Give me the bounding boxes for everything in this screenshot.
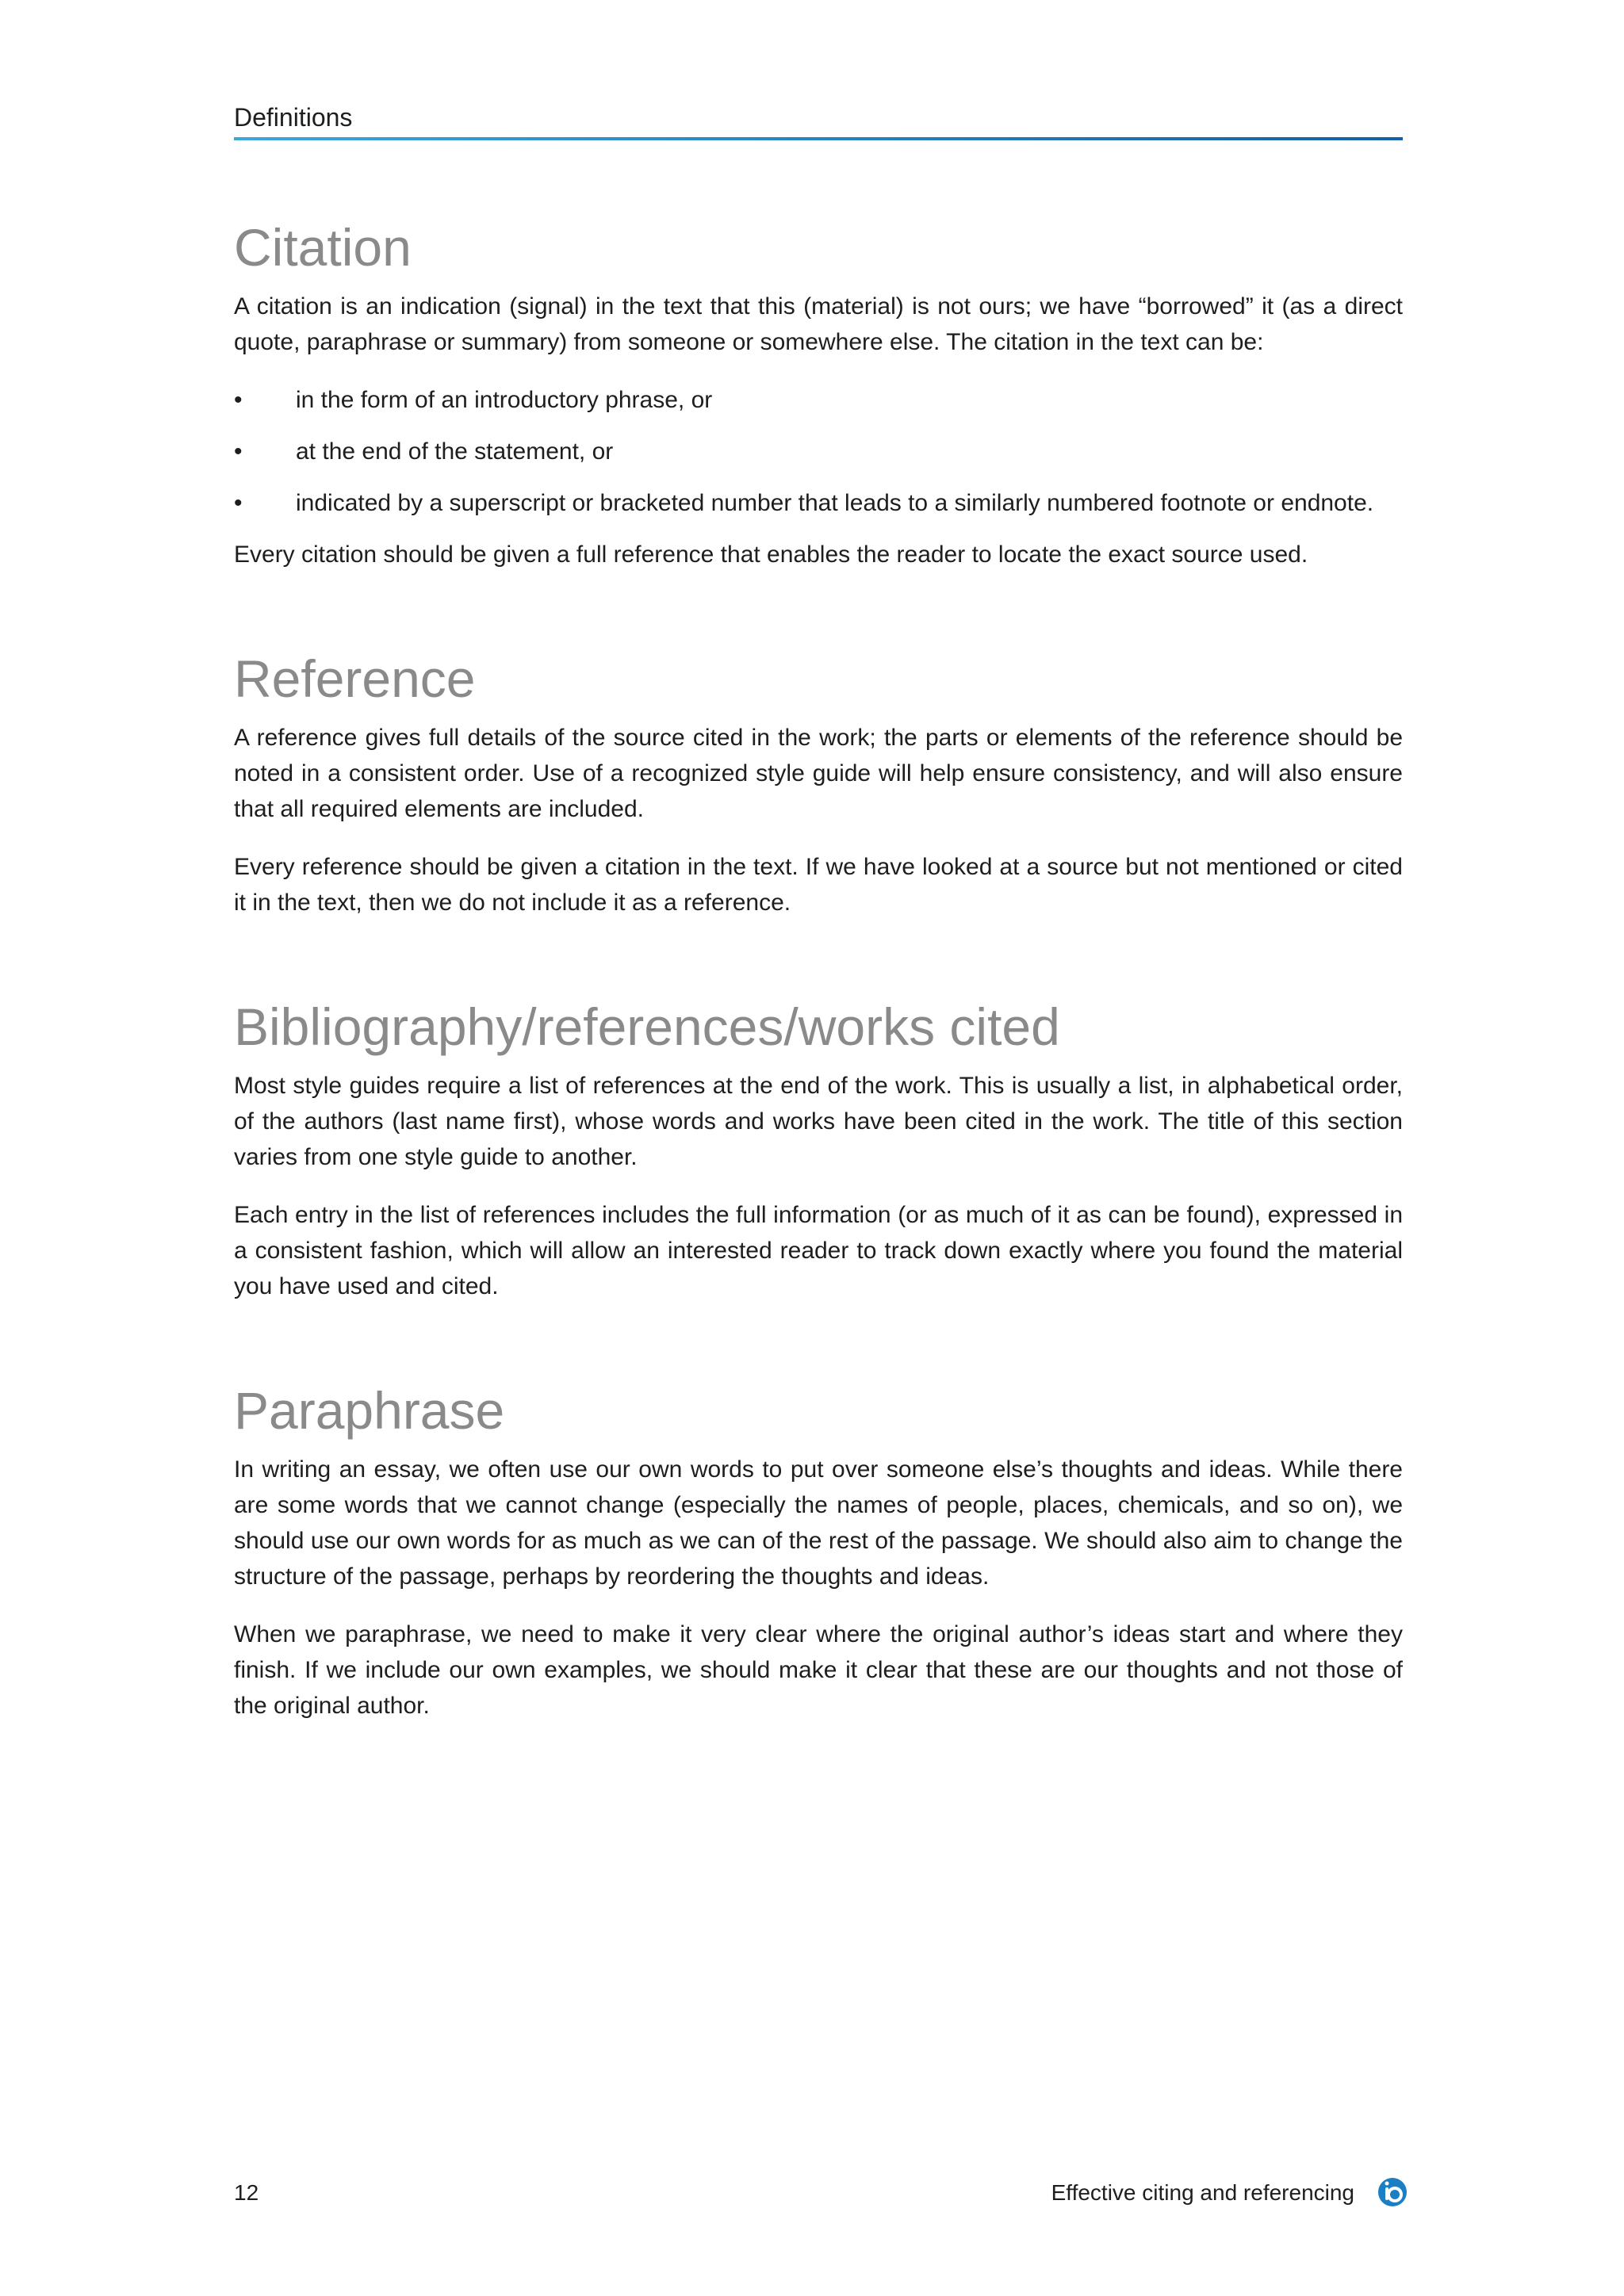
section-citation [234, 214, 1403, 572]
section-bibliography [234, 993, 1403, 1304]
page-number: 12 [234, 2180, 259, 2205]
list-item-text: in the form of an introductory phrase, or [296, 387, 713, 413]
section-heading: Citation [234, 218, 412, 277]
section-heading: Paraphrase [234, 1381, 505, 1440]
bullet-icon: • [234, 438, 243, 465]
paragraph: In writing an essay, we often use our own words to put over someone else’s thoughts and ideas. While there are some words that we cannot change (especially the names of people, places, chemicals, and so on), we should use our own words for as much as we can of the rest of the passage. We should also aim to change the structure of the passage, perhaps by reordering the thoughts and ideas. [234, 1456, 1403, 1590]
section-heading: Bibliography/references/works cited [234, 997, 1060, 1056]
footer-document-title: Effective citing and referencing [1051, 2180, 1354, 2205]
paragraph: Most style guides require a list of references at the end of the work. This is usually a list, in alphabetical order, of the authors (last name first), whose words and works have been cited in the work. The title of this section varies from one style guide to another. [234, 1073, 1403, 1170]
paragraph: Every citation should be given a full reference that enables the reader to locate the exact source used. [234, 541, 1308, 568]
section-heading: Reference [234, 649, 476, 708]
bullet-icon: • [234, 387, 243, 413]
paragraph: A citation is an indication (signal) in the text that this (material) is not ours; we have “borrowed” it (as a direct quote, paraphrase or summary) from someone or somewhere else. The citation in the text can be: [234, 293, 1403, 355]
list-item [234, 485, 1403, 521]
list-item-text: indicated by a superscript or bracketed number that leads to a similarly numbered footnote or endnote. [296, 490, 1374, 516]
header-rule [234, 137, 1403, 140]
paragraph: Every reference should be given a citation in the text. If we have looked at a source but not mentioned or cited it in the text, then we do not include it as a reference. [234, 854, 1403, 916]
page-content [234, 214, 1403, 1797]
paragraph: Each entry in the list of references includes the full information (or as much of it as can be found), expressed in a consistent fashion, which will allow an interested reader to track down exactly where you found the material you have used and cited. [234, 1202, 1403, 1299]
paragraph: When we paraphrase, we need to make it very clear where the original author’s ideas start and where they finish. If we include our own examples, we should make it clear that these are our thoughts and not those of the original author. [234, 1621, 1403, 1719]
bullet-list [234, 382, 1403, 521]
list-item [234, 382, 1403, 418]
section-paraphrase [234, 1377, 1403, 1724]
bullet-icon: • [234, 490, 243, 516]
ib-logo-icon [1377, 2176, 1408, 2208]
paragraph: A reference gives full details of the source cited in the work; the parts or elements of the reference should be noted in a consistent order. Use of a recognized style guide will help ensure consistency, and will also ensure that all required elements are included. [234, 725, 1403, 822]
list-item [234, 434, 1403, 469]
section-reference [234, 645, 1403, 920]
list-item-text: at the end of the statement, or [296, 438, 614, 465]
running-header: Definitions [234, 103, 353, 132]
